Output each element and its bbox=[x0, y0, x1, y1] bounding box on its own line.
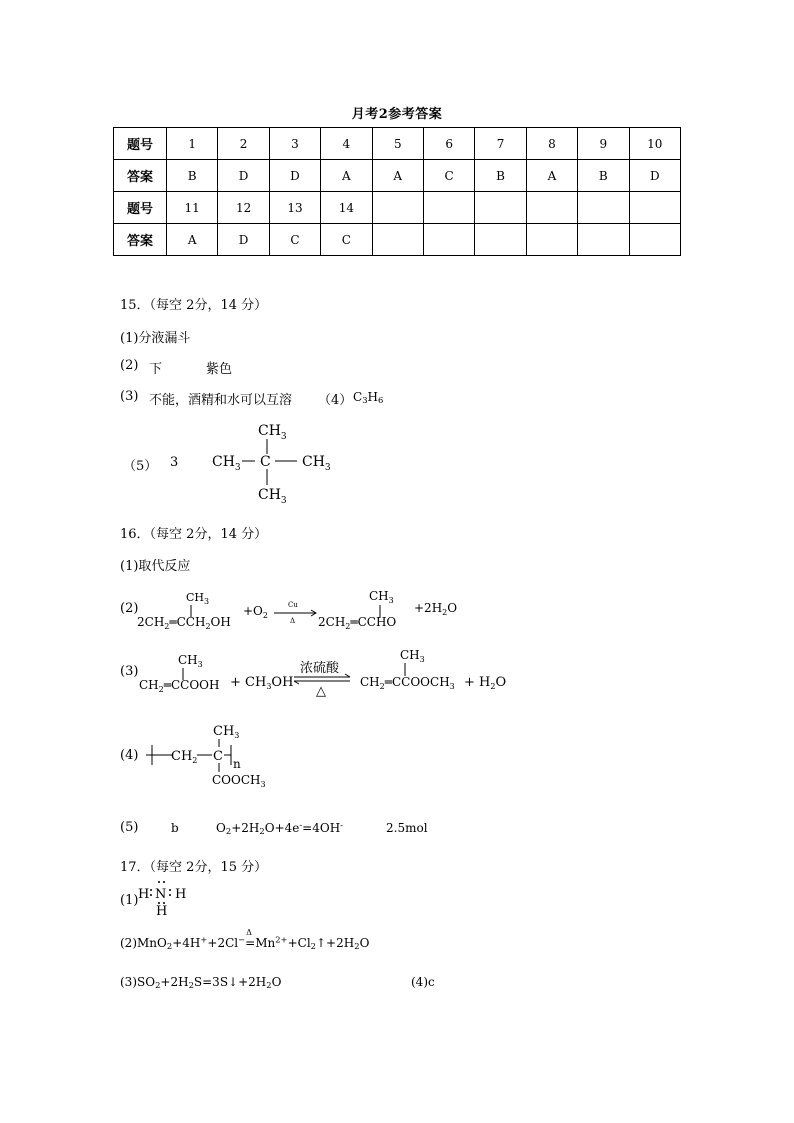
table-cell: 9 bbox=[578, 128, 629, 160]
svg-text:CH3: $CH_3$ bbox=[212, 454, 241, 473]
table-cell: 8 bbox=[526, 128, 577, 160]
table-cell: 4 bbox=[321, 128, 372, 160]
svg-text:+ H2O: + $H_2O$ bbox=[464, 675, 507, 691]
q17-answer-2: (2)MnO$_2$+4H++2Cl−= Δ $Mn^{2+}+Cl_2↑+2H_2O$ bbox=[120, 928, 370, 952]
svg-text:CH2═CCOOH: $CH_2═CCOOH$ bbox=[139, 678, 220, 694]
q15-heading: 15．（每空 2分，14 分） bbox=[120, 298, 268, 313]
q17-answer-3: $(3)SO_2+2H_2S=3S↓+2H_2O$ bbox=[120, 975, 282, 991]
table-cell bbox=[629, 192, 680, 224]
table-row-header: 题号 bbox=[114, 128, 167, 160]
table-cell: 13 bbox=[269, 192, 320, 224]
svg-text:2CH2═CCH2OH: $2CH_2═CCH_2OH$ bbox=[137, 615, 231, 631]
q15-answer-3: 不能，酒精和水可以互溶 bbox=[149, 393, 293, 408]
q15-answer-4-num: （4） bbox=[318, 393, 353, 408]
answer-table bbox=[113, 127, 681, 256]
table-cell bbox=[423, 224, 474, 256]
table-cell: A bbox=[167, 224, 218, 256]
q16-answer-2-num: (2) bbox=[120, 601, 139, 616]
table-cell bbox=[372, 224, 423, 256]
svg-text:CH3: $CH_3$ bbox=[400, 648, 425, 664]
table-cell: 7 bbox=[475, 128, 526, 160]
table-cell bbox=[629, 224, 680, 256]
svg-text:Δ: Δ bbox=[290, 617, 296, 625]
q15-answer-2b: 紫色 bbox=[206, 362, 233, 377]
table-row bbox=[114, 128, 681, 160]
svg-text:H: H bbox=[175, 887, 187, 902]
table-cell: 11 bbox=[167, 192, 218, 224]
q15-answer-3-num: (3) bbox=[120, 389, 139, 404]
svg-text:2CH2═CCHO: $2CH_2═CCHO$ bbox=[318, 615, 397, 631]
svg-text:CH2═CCOOCH3: $CH_2═CCOOCH_3$ bbox=[360, 675, 455, 691]
table-cell bbox=[475, 192, 526, 224]
table-cell: 14 bbox=[321, 192, 372, 224]
table-cell: 12 bbox=[218, 192, 269, 224]
svg-text:CH3: $CH_3$ bbox=[178, 653, 203, 669]
table-cell: D bbox=[218, 160, 269, 192]
q16-equation-3 bbox=[138, 647, 518, 697]
q16-heading: 16．（每空 2分，14 分） bbox=[120, 527, 268, 542]
table-row bbox=[114, 192, 681, 224]
table-cell bbox=[526, 224, 577, 256]
svg-text:Cu: Cu bbox=[288, 601, 298, 609]
table-cell: 3 bbox=[269, 128, 320, 160]
q16-answer-5b: $O_2+2H_2O+4e^-=4OH^-$ bbox=[216, 819, 344, 837]
table-cell bbox=[526, 192, 577, 224]
svg-text:C: C bbox=[260, 454, 271, 470]
q16-answer-4-num: (4) bbox=[120, 748, 139, 763]
svg-text:CH3: $CH_3$ bbox=[302, 454, 331, 473]
q17-ammonia-electron-diagram bbox=[136, 878, 196, 920]
q16-answer-5-num: (5) bbox=[120, 820, 139, 835]
svg-text:+2H2O: $+2H_2O$ bbox=[414, 601, 458, 617]
table-cell: B bbox=[167, 160, 218, 192]
svg-text:CH3: $CH_3$ bbox=[369, 589, 394, 605]
table-cell: 10 bbox=[629, 128, 680, 160]
table-row-header: 答案 bbox=[114, 224, 167, 256]
table-cell: 5 bbox=[372, 128, 423, 160]
table-cell: A bbox=[526, 160, 577, 192]
table-cell bbox=[372, 192, 423, 224]
table-cell bbox=[578, 224, 629, 256]
svg-text:CH2: $CH_2$ bbox=[171, 749, 198, 765]
q16-equation-2 bbox=[130, 585, 470, 635]
q15-answer-4-formula: $C_3H_6$ bbox=[353, 390, 384, 406]
table-cell: A bbox=[372, 160, 423, 192]
q16-answer-3-num: (3) bbox=[120, 664, 139, 679]
q15-answer-2a: 下 bbox=[149, 362, 163, 377]
q15-answer-5-num: （5） bbox=[123, 459, 158, 474]
table-cell: A bbox=[321, 160, 372, 192]
q17-answer-1-num: (1) bbox=[120, 893, 139, 908]
q16-answer-5a: b bbox=[171, 821, 179, 835]
table-cell: 1 bbox=[167, 128, 218, 160]
q17-answer-4: (4)c bbox=[411, 975, 435, 989]
svg-text:CH3: $CH_3$ bbox=[258, 423, 287, 442]
table-cell: C bbox=[423, 160, 474, 192]
table-row-header: 题号 bbox=[114, 192, 167, 224]
svg-text:n: n bbox=[233, 757, 241, 771]
svg-text:H: H bbox=[138, 887, 150, 902]
svg-text:CH3: $CH_3$ bbox=[213, 724, 240, 740]
svg-text:CH3: $CH_3$ bbox=[186, 591, 210, 606]
table-cell bbox=[578, 192, 629, 224]
svg-text:CH3: $CH_3$ bbox=[258, 487, 287, 506]
table-cell: D bbox=[629, 160, 680, 192]
svg-text:COOCH3: $COOCH_3$ bbox=[212, 773, 266, 789]
table-cell: 2 bbox=[218, 128, 269, 160]
svg-text:C: C bbox=[213, 749, 223, 764]
q16-answer-5c: 2.5mol bbox=[386, 821, 428, 835]
svg-text:N: N bbox=[155, 887, 167, 902]
table-cell: C bbox=[321, 224, 372, 256]
table-cell: B bbox=[578, 160, 629, 192]
svg-text:H: H bbox=[156, 904, 168, 919]
table-row-header: 答案 bbox=[114, 160, 167, 192]
table-cell: B bbox=[475, 160, 526, 192]
svg-text:浓硫酸: 浓硫酸 bbox=[300, 661, 340, 676]
table-cell bbox=[475, 224, 526, 256]
q15-answer-5: 3 bbox=[170, 455, 179, 470]
q16-answer-1: (1)取代反应 bbox=[120, 559, 191, 574]
q15-neopentane-structure bbox=[205, 415, 335, 510]
q15-answer-2-num: (2) bbox=[120, 358, 139, 373]
svg-text:+ CH3OH: + $CH_3OH$ bbox=[230, 675, 294, 691]
svg-text:△: △ bbox=[316, 684, 326, 697]
q15-answer-1: (1)分液漏斗 bbox=[120, 331, 191, 346]
q17-heading: 17．（每空 2分，15 分） bbox=[120, 860, 268, 875]
table-cell: D bbox=[269, 160, 320, 192]
table-row bbox=[114, 224, 681, 256]
table-cell: C bbox=[269, 224, 320, 256]
table-row bbox=[114, 160, 681, 192]
q16-polymer-structure bbox=[146, 718, 286, 790]
table-cell bbox=[423, 192, 474, 224]
table-cell: 6 bbox=[423, 128, 474, 160]
svg-text:+O2: $+O_2$ bbox=[243, 604, 268, 620]
page-title: 月考2参考答案 bbox=[351, 107, 443, 122]
table-cell: D bbox=[218, 224, 269, 256]
